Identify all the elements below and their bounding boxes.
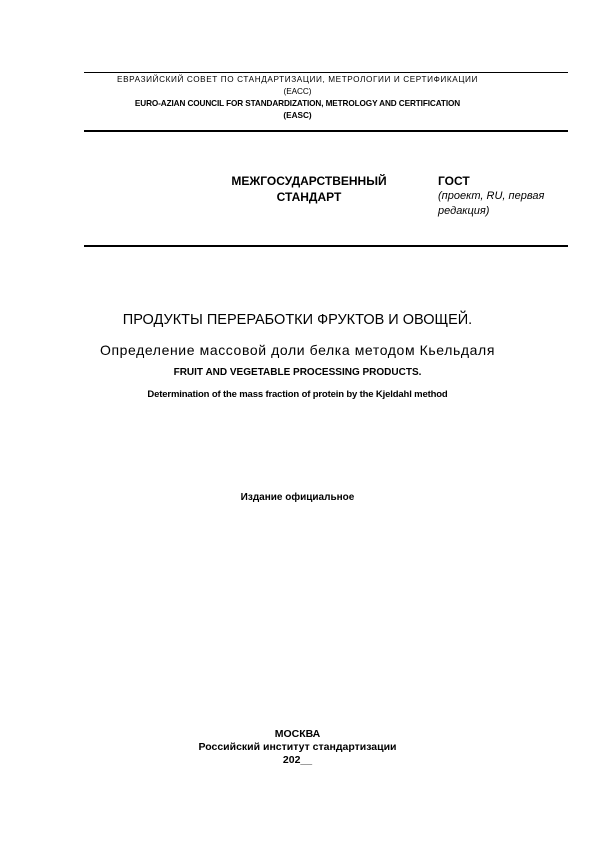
standard-type-line1: МЕЖГОСУДАРСТВЕННЫЙ <box>231 174 387 188</box>
document-subtitle-en: Determination of the mass fraction of protein by the Kjeldahl method <box>147 389 448 400</box>
document-title-ru: ПРОДУКТЫ ПЕРЕРАБОТКИ ФРУКТОВ И ОВОЩЕЙ. <box>122 312 473 328</box>
top-rule-thin <box>84 72 568 73</box>
header-rule-thick <box>84 130 568 132</box>
publication-city: МОСКВА <box>274 728 321 740</box>
draft-note: (проект, RU, первая редакция) <box>438 190 545 217</box>
publication-year: 202__ <box>282 754 313 766</box>
gost-label: ГОСТ <box>438 174 470 188</box>
publisher-name: Российский институт стандартизации <box>198 741 397 753</box>
council-abbr-en: (EASC) <box>283 111 312 120</box>
standard-rule-thick <box>84 245 568 247</box>
council-name-en: EURO-AZIAN COUNCIL FOR STANDARDIZATION, METROLOGY AND CERTIFICATION <box>134 99 461 108</box>
standard-type-label <box>214 173 404 205</box>
council-name-ru: ЕВРАЗИЙСКИЙ СОВЕТ ПО СТАНДАРТИЗАЦИИ, МЕТРОЛОГИИ И СЕРТИФИКАЦИИ <box>117 75 478 84</box>
document-title-en: FRUIT AND VEGETABLE PROCESSING PRODUCTS. <box>173 367 422 378</box>
council-abbr-ru: (ЕАСС) <box>283 87 312 96</box>
document-subtitle-ru: Определение массовой доли белка методом Кьельдаля <box>99 342 495 358</box>
edition-label: Издание официальное <box>240 492 355 503</box>
standard-type-line2: СТАНДАРТ <box>276 190 342 204</box>
